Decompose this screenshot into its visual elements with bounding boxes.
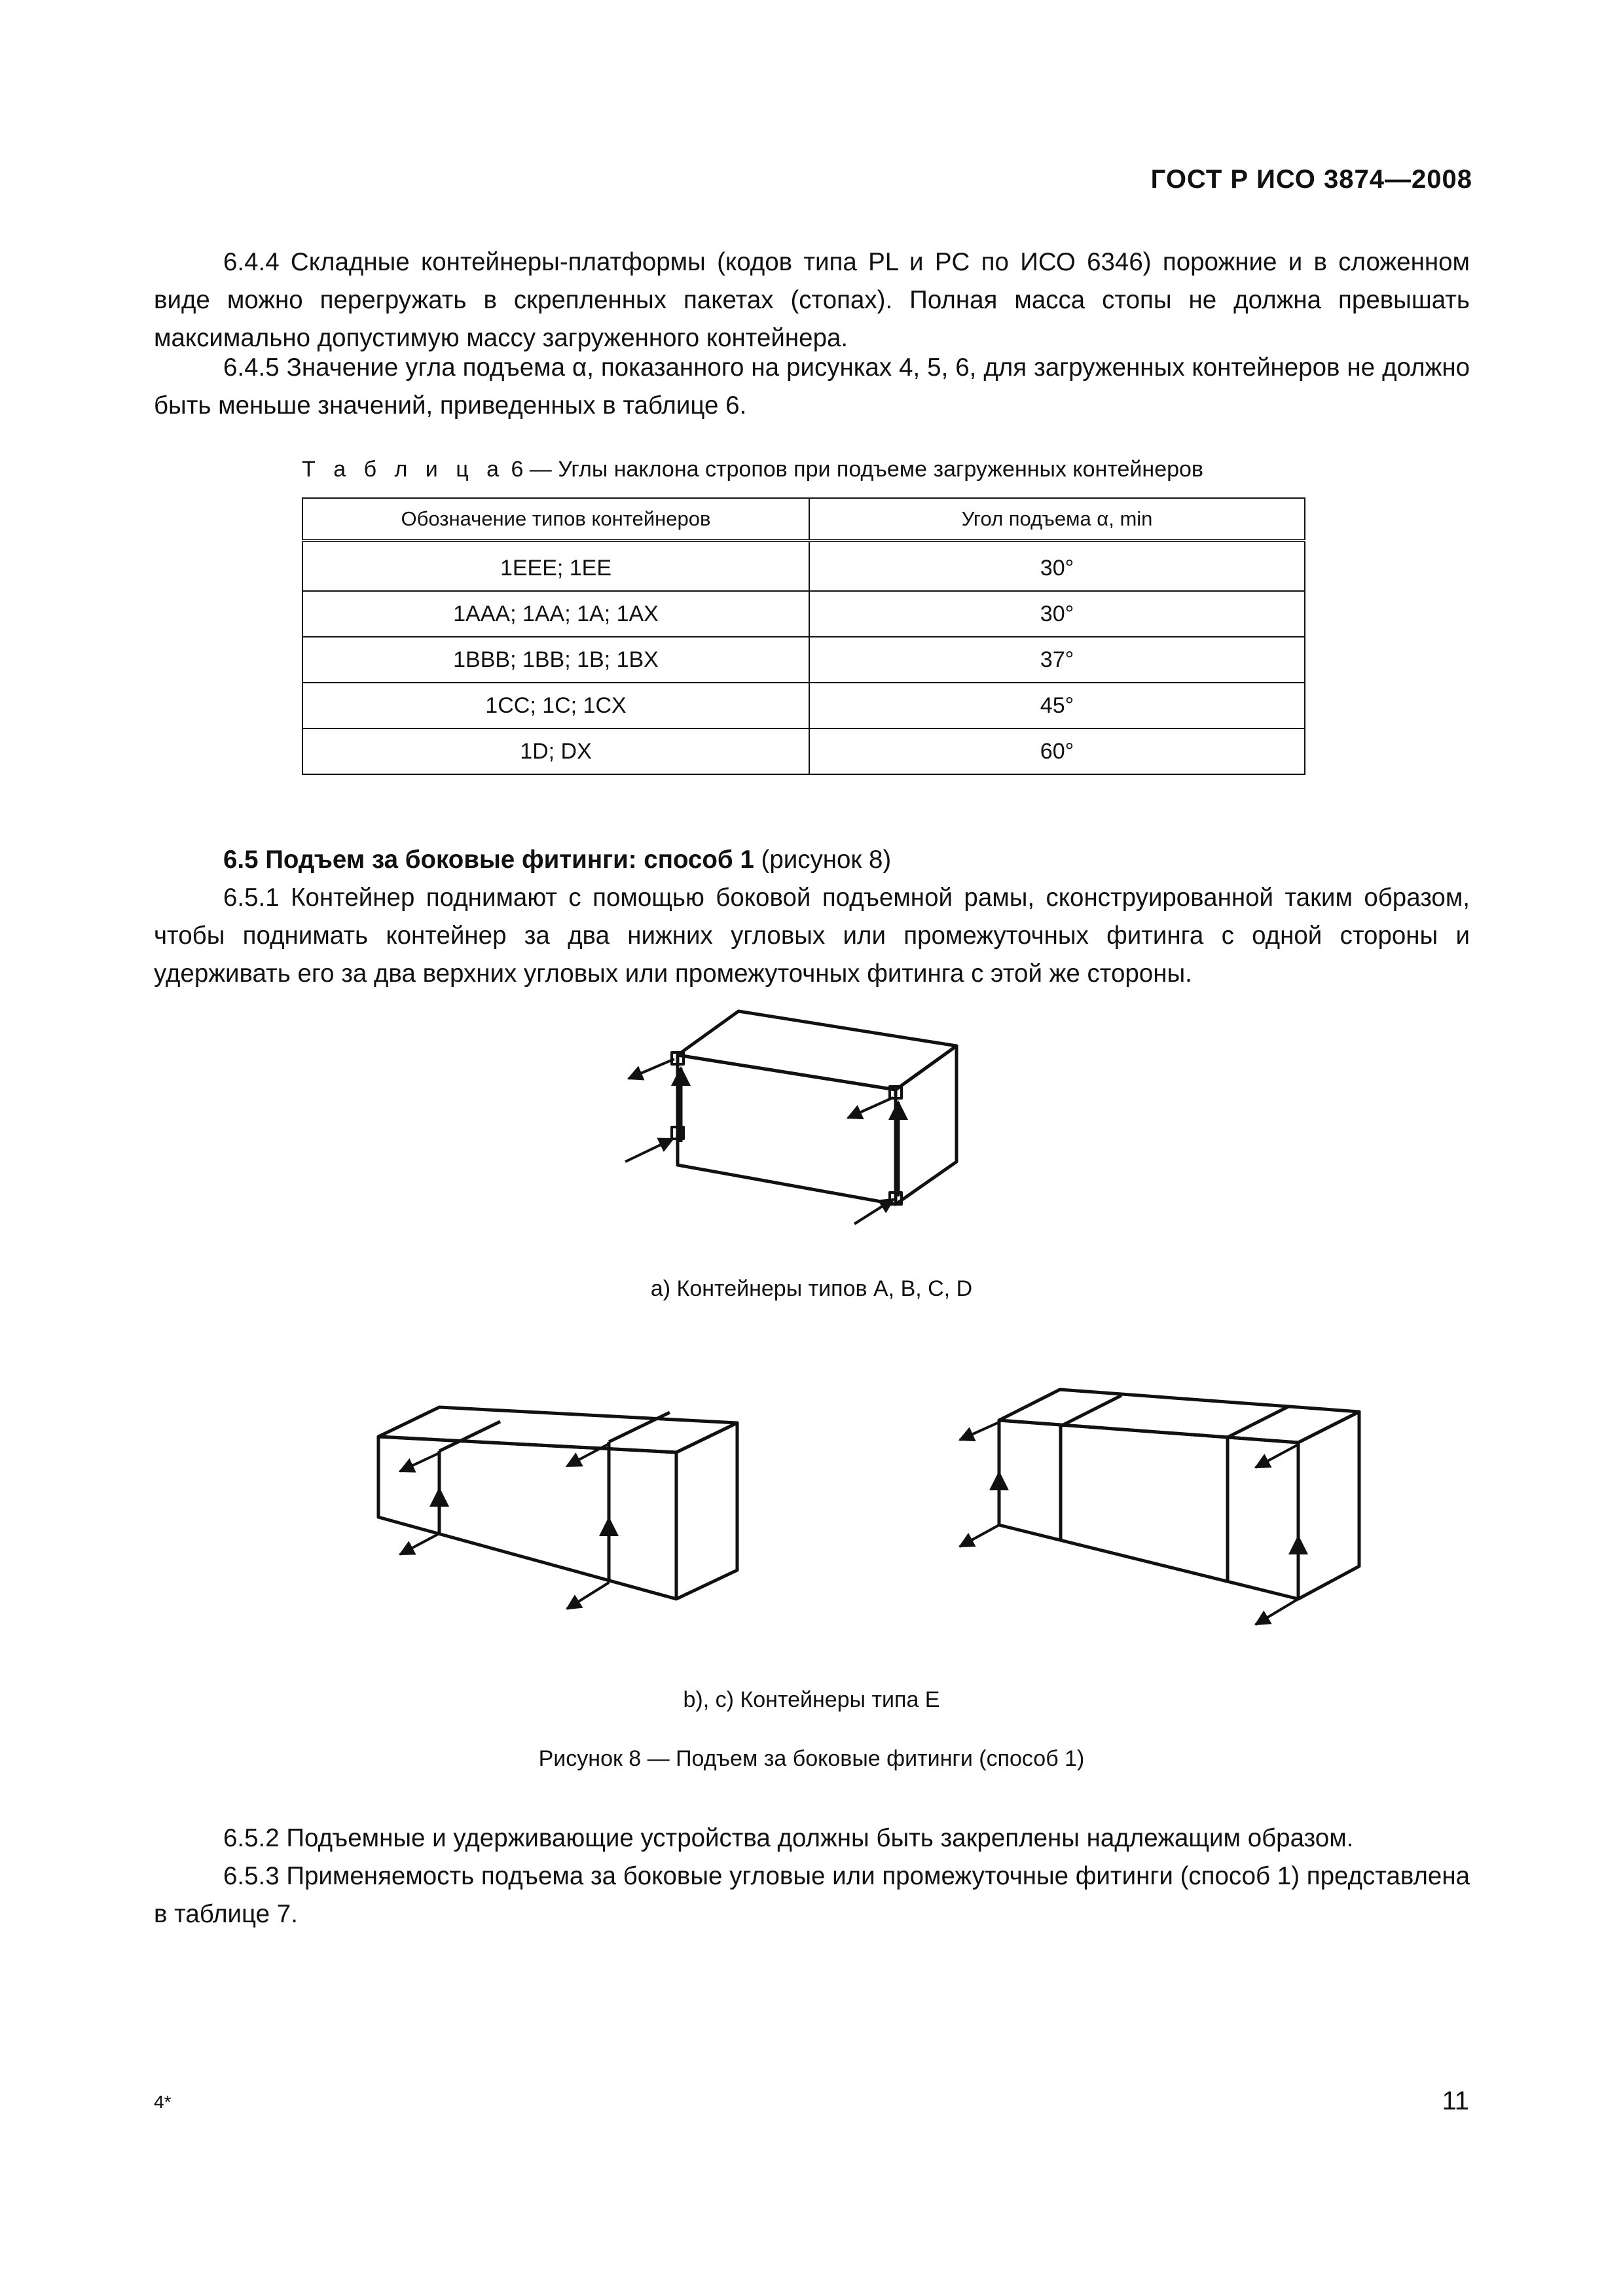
table-header-types: Обозначение типов контейнеров bbox=[302, 498, 809, 541]
table-header-angle: Угол подъема α, min bbox=[809, 498, 1305, 541]
container-e-left-illustration bbox=[378, 1407, 737, 1609]
table-cell-angle: 60° bbox=[809, 728, 1305, 774]
table-cell-types: 1EEE; 1EE bbox=[302, 555, 809, 591]
paragraph-6-4-4: 6.4.4 Складные контейнеры-платформы (кодов типа PL и PC по ИСО 6346) порожние и в сложенном виде можно перегружать в скрепленных пакетах (стопах). Полная масса стопы не должна превышать максимально допустимую массу загруженного контейнера. bbox=[154, 248, 1470, 352]
container-e-right-illustration bbox=[960, 1390, 1359, 1624]
section-heading-bold: 6.5 Подъем за боковые фитинги: способ 1 bbox=[223, 846, 754, 874]
table-cell-angle: 37° bbox=[809, 637, 1305, 683]
sheet-mark: 4* bbox=[154, 2092, 172, 2112]
table-cell-angle: 30° bbox=[809, 591, 1305, 637]
table-cell-types: 1BBB; 1BB; 1B; 1BX bbox=[302, 637, 809, 683]
paragraph-6-5-2: 6.5.2 Подъемные и удерживающие устройства должны быть закреплены надлежащим образом. bbox=[223, 1824, 1354, 1852]
table-cell-types: 1AAA; 1AA; 1A; 1AX bbox=[302, 591, 809, 637]
figure-8-caption: Рисунок 8 — Подъем за боковые фитинги (способ 1) bbox=[538, 1746, 1085, 1771]
table-cell-angle: 45° bbox=[809, 683, 1305, 728]
table-caption-text: 6 — Углы наклона стропов при подъеме загруженных контейнеров bbox=[511, 457, 1203, 482]
section-heading-ref: (рисунок 8) bbox=[761, 846, 892, 874]
figure-8a-caption: а) Контейнеры типов A, B, C, D bbox=[650, 1276, 973, 1301]
container-abcd-illustration bbox=[625, 1011, 957, 1224]
paragraph-6-5-1: 6.5.1 Контейнер поднимают с помощью боковой подъемной рамы, сконструированной таким образом, чтобы поднимать контейнер за два нижних угловых или промежуточных фитинга с одной стороны и удерживать его за два верхних угловых или промежуточных фитинга с этой же стороны. bbox=[154, 884, 1470, 988]
document-header: ГОСТ Р ИСО 3874—2008 bbox=[1150, 165, 1472, 194]
figure-8bc-caption: b), c) Контейнеры типа E bbox=[683, 1687, 940, 1712]
page-number: 11 bbox=[1442, 2087, 1469, 2115]
paragraph-6-4-5: 6.4.5 Значение угла подъема α, показанного на рисунках 4, 5, 6, для загруженных контейнеров не должно быть меньше значений, приведенных в таблице 6. bbox=[154, 353, 1470, 420]
table-cell-angle: 30° bbox=[809, 555, 1305, 591]
table-cell-types: 1CC; 1C; 1CX bbox=[302, 683, 809, 728]
paragraph-6-5-3: 6.5.3 Применяемость подъема за боковые угловые или промежуточные фитинги (способ 1) представлена в таблице 7. bbox=[154, 1862, 1470, 1928]
table-caption-prefix: Т а б л и ц а bbox=[302, 457, 505, 482]
table-cell-types: 1D; DX bbox=[302, 728, 809, 774]
